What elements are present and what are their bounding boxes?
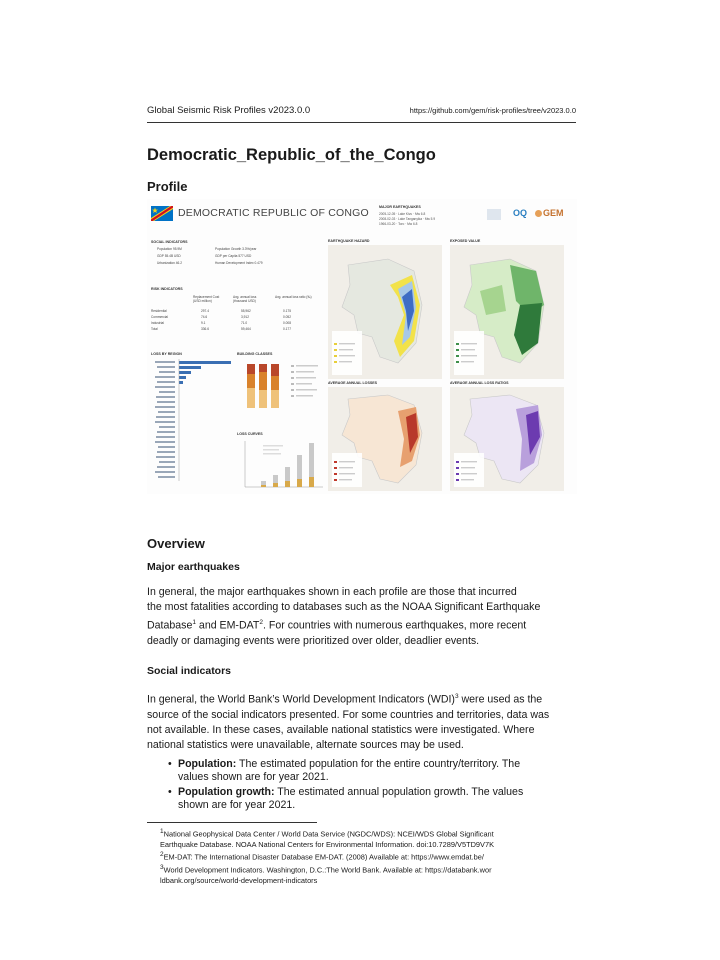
exposed-value-map	[450, 245, 564, 379]
major-earthquake-line: 2005-12-05 · Lake Kivu · Mw 6.8	[379, 212, 426, 216]
risk-cell: 3,912	[241, 315, 249, 319]
social-indicator: Urbanization 46.2	[157, 261, 182, 265]
social-indicator: Human Development Index 0.479	[215, 261, 263, 265]
flag-icon	[151, 206, 173, 221]
gem-logo-icon	[535, 210, 542, 217]
risk-row-label: Residential	[151, 309, 167, 313]
major-earthquakes-heading: Major earthquakes	[147, 561, 240, 573]
risk-cell: 0.008	[283, 321, 291, 325]
running-header	[147, 104, 576, 123]
loss-curves-title: LOSS CURVES	[237, 432, 263, 436]
list-item: • Population growth: The estimated annual population growth. The values shown are for year 2021.	[168, 786, 524, 811]
major-earthquakes-paragraph: In general, the major earthquakes shown in each profile are those that incurred the most fatalities according to databases such as the NOAA Significant Earthquake Database$^1$ and EM-DAT$^2$. For countries with numerous earthquakes, more recent deadly or damaging events were prioritized over older, deadlier events.	[147, 586, 541, 647]
footnote-divider	[147, 822, 317, 823]
average-annual-loss-ratios-map	[450, 387, 564, 491]
risk-cell: 336.6	[201, 327, 209, 331]
map-title: EXPOSED VALUE	[450, 239, 481, 243]
footnote-ref[interactable]: 1	[192, 619, 196, 626]
risk-col-header: Avg. annual loss (thousand USD)	[233, 295, 257, 303]
bullet-icon: •	[168, 786, 172, 798]
risk-cell: 0.175	[283, 309, 291, 313]
bullet-icon: •	[168, 758, 172, 770]
risk-cell: 0.052	[283, 315, 291, 319]
map-title: AVERAGE ANNUAL LOSS RATIOS	[450, 381, 509, 385]
earthquake-hazard-map	[328, 245, 442, 379]
loss-by-region-chart	[151, 359, 235, 489]
risk-cell: 297.4	[201, 309, 209, 313]
map-title: AVERAGE ANNUAL LOSSES	[328, 381, 378, 385]
risk-cell: 0.177	[283, 327, 291, 331]
major-earthquake-line: 1966-03-20 · Toro · Mw 6.8	[379, 222, 418, 226]
social-indicators-heading: Social indicators	[147, 665, 232, 677]
risk-row-label: Industrial	[151, 321, 164, 325]
average-annual-losses-map	[328, 387, 442, 491]
building-classes-title: BUILDING CLASSES	[237, 352, 273, 356]
risk-row-label: Commercial	[151, 315, 169, 319]
major-earthquakes-title: MAJOR EARTHQUAKES	[379, 205, 421, 209]
social-indicator: Population 95.9M	[157, 247, 182, 251]
risk-cell: 55,962	[241, 309, 251, 313]
loss-curves-chart	[237, 439, 327, 494]
footnote-ref[interactable]: 2	[259, 619, 263, 626]
map-title: EARTHQUAKE HAZARD	[328, 239, 370, 243]
footnote-ref[interactable]: 3	[454, 693, 459, 700]
social-indicator: GDP per Capita 577 USD	[215, 254, 252, 258]
major-earthquake-line: 2008-02-03 · Lake Tanganyika · Mw 5.9	[379, 217, 436, 221]
social-indicators-title: SOCIAL INDICATORS	[151, 240, 188, 244]
risk-cell: 74.6	[201, 315, 208, 319]
footnote: $^1$National Geophysical Data Center / World Data Service (NGDC/WDS): NCEI/WDS Global Significant Earthquake Database. NOAA National Centers for Environmental Information. doi:10.7289/V5TD9V7K	[160, 828, 494, 849]
risk-col-header: Avg. annual loss ratio (‰)	[275, 295, 312, 299]
loss-by-region-title: LOSS BY REGION	[151, 352, 182, 356]
gem-logo-text: GEM	[543, 208, 564, 218]
footnote: $^2$EM-DAT: The International Disaster Database EM-DAT. (2008) Available at: https://www.emdat.be/	[160, 851, 484, 862]
risk-cell: 9.1	[201, 321, 206, 325]
running-header-title: Global Seismic Risk Profiles v2023.0.0	[147, 105, 311, 116]
profile-figure	[147, 199, 577, 494]
list-item: • Population: The estimated population for the entire country/territory. The values shown are for year 2021.	[168, 758, 521, 783]
indicator-bullet-list	[168, 758, 578, 814]
oq-logo-icon: OQ	[513, 208, 528, 218]
figure-country-title: DEMOCRATIC REPUBLIC OF CONGO	[178, 207, 369, 219]
risk-row-label: Total	[151, 327, 158, 331]
running-header-url[interactable]: https://github.com/gem/risk-profiles/tree/v2023.0.0	[409, 106, 576, 115]
social-indicator: GDP 55.4B USD	[157, 254, 181, 258]
risk-cell: 59,464	[241, 327, 251, 331]
risk-indicators-title: RISK INDICATORS	[151, 287, 183, 291]
document-title: Democratic_Republic_of_the_Congo	[147, 146, 436, 164]
partner-logos	[487, 205, 572, 225]
profile-heading: Profile	[147, 179, 188, 194]
building-classes-chart	[237, 359, 327, 424]
overview-heading: Overview	[147, 536, 205, 551]
footnote: $^3$World Development Indicators. Washington, D.C.:The World Bank. Available at: https://databank.wor ldbank.org/source/world-development-indicators	[160, 864, 492, 885]
logo-placeholder-icon	[487, 209, 501, 220]
risk-col-header: Replacement Cost (USD million)	[193, 295, 220, 303]
social-indicators-paragraph: In general, the World Bank’s World Development Indicators (WDI)$^3$ were used as the source of the social indicators presented. For some countries and territories, data was not available. In these cases, available national statistics were investigated. Where national statistics were unavailable, alternate sources may be used.	[147, 693, 550, 751]
social-indicator: Population Growth 3.3%/year	[215, 247, 257, 251]
risk-cell: 71.0	[241, 321, 248, 325]
